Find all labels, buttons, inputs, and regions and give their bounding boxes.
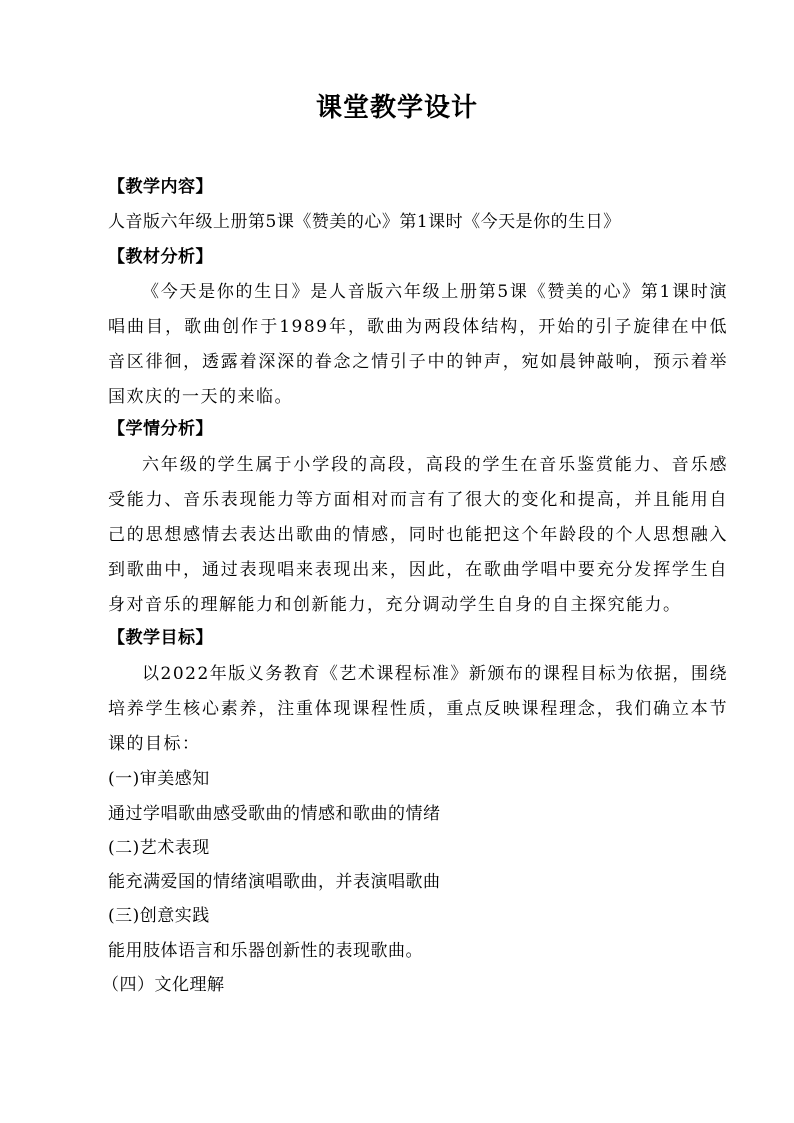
section-heading-goals: 【教学目标】 [108,628,213,648]
section-heading-content: 【教学内容】 [108,177,213,197]
goal-title-3: (三)创意实践 [108,906,210,926]
goal-text-2: 能充满爱国的情绪演唱歌曲，并表演唱歌曲 [108,872,441,892]
analysis-paragraph: 《今天是你的生日》是人音版六年级上册第5课《赞美的心》第1课时演唱曲目，歌曲创作于1989年，歌曲为两段体结构，开始的引子旋律在中低音区徘徊，透露着深深的眷念之情引子中的钟声，宛如晨钟敲响，预示着举国欢庆的一天的来临。 [108,282,728,407]
goal-title-1: (一)审美感知 [108,769,210,789]
goal-title-2: (二)艺术表现 [108,838,210,858]
page-title: 课堂教学设计 [315,93,478,123]
section-heading-student: 【学情分析】 [108,419,213,439]
section-heading-analysis: 【教材分析】 [108,247,213,267]
goal-text-3: 能用肢体语言和乐器创新性的表现歌曲。 [108,941,423,961]
student-paragraph: 六年级的学生属于小学段的高段，高段的学生在音乐鉴赏能力、音乐感受能力、音乐表现能力等方面相对而言有了很大的变化和提高，并且能用自己的思想感情去表达出歌曲的情感，同时也能把这个年龄段的个人思想融入到歌曲中，通过表现唱来表现出来，因此，在歌曲学唱中要充分发挥学生自身对音乐的理解能力和创新能力，充分调动学生自身的自主探究能力。 [108,455,728,615]
content-text: 人音版六年级上册第5课《赞美的心》第1课时《今天是你的生日》 [108,212,621,232]
goals-intro-paragraph: 以2022年版义务教育《艺术课程标准》新颁布的课程目标为依据，围绕培养学生核心素养，注重体现课程性质，重点反映课程理念，我们确立本节课的目标： [108,664,728,754]
goal-title-4: （四）文化理解 [102,975,225,995]
goal-text-1: 通过学唱歌曲感受歌曲的情感和歌曲的情绪 [108,804,441,824]
